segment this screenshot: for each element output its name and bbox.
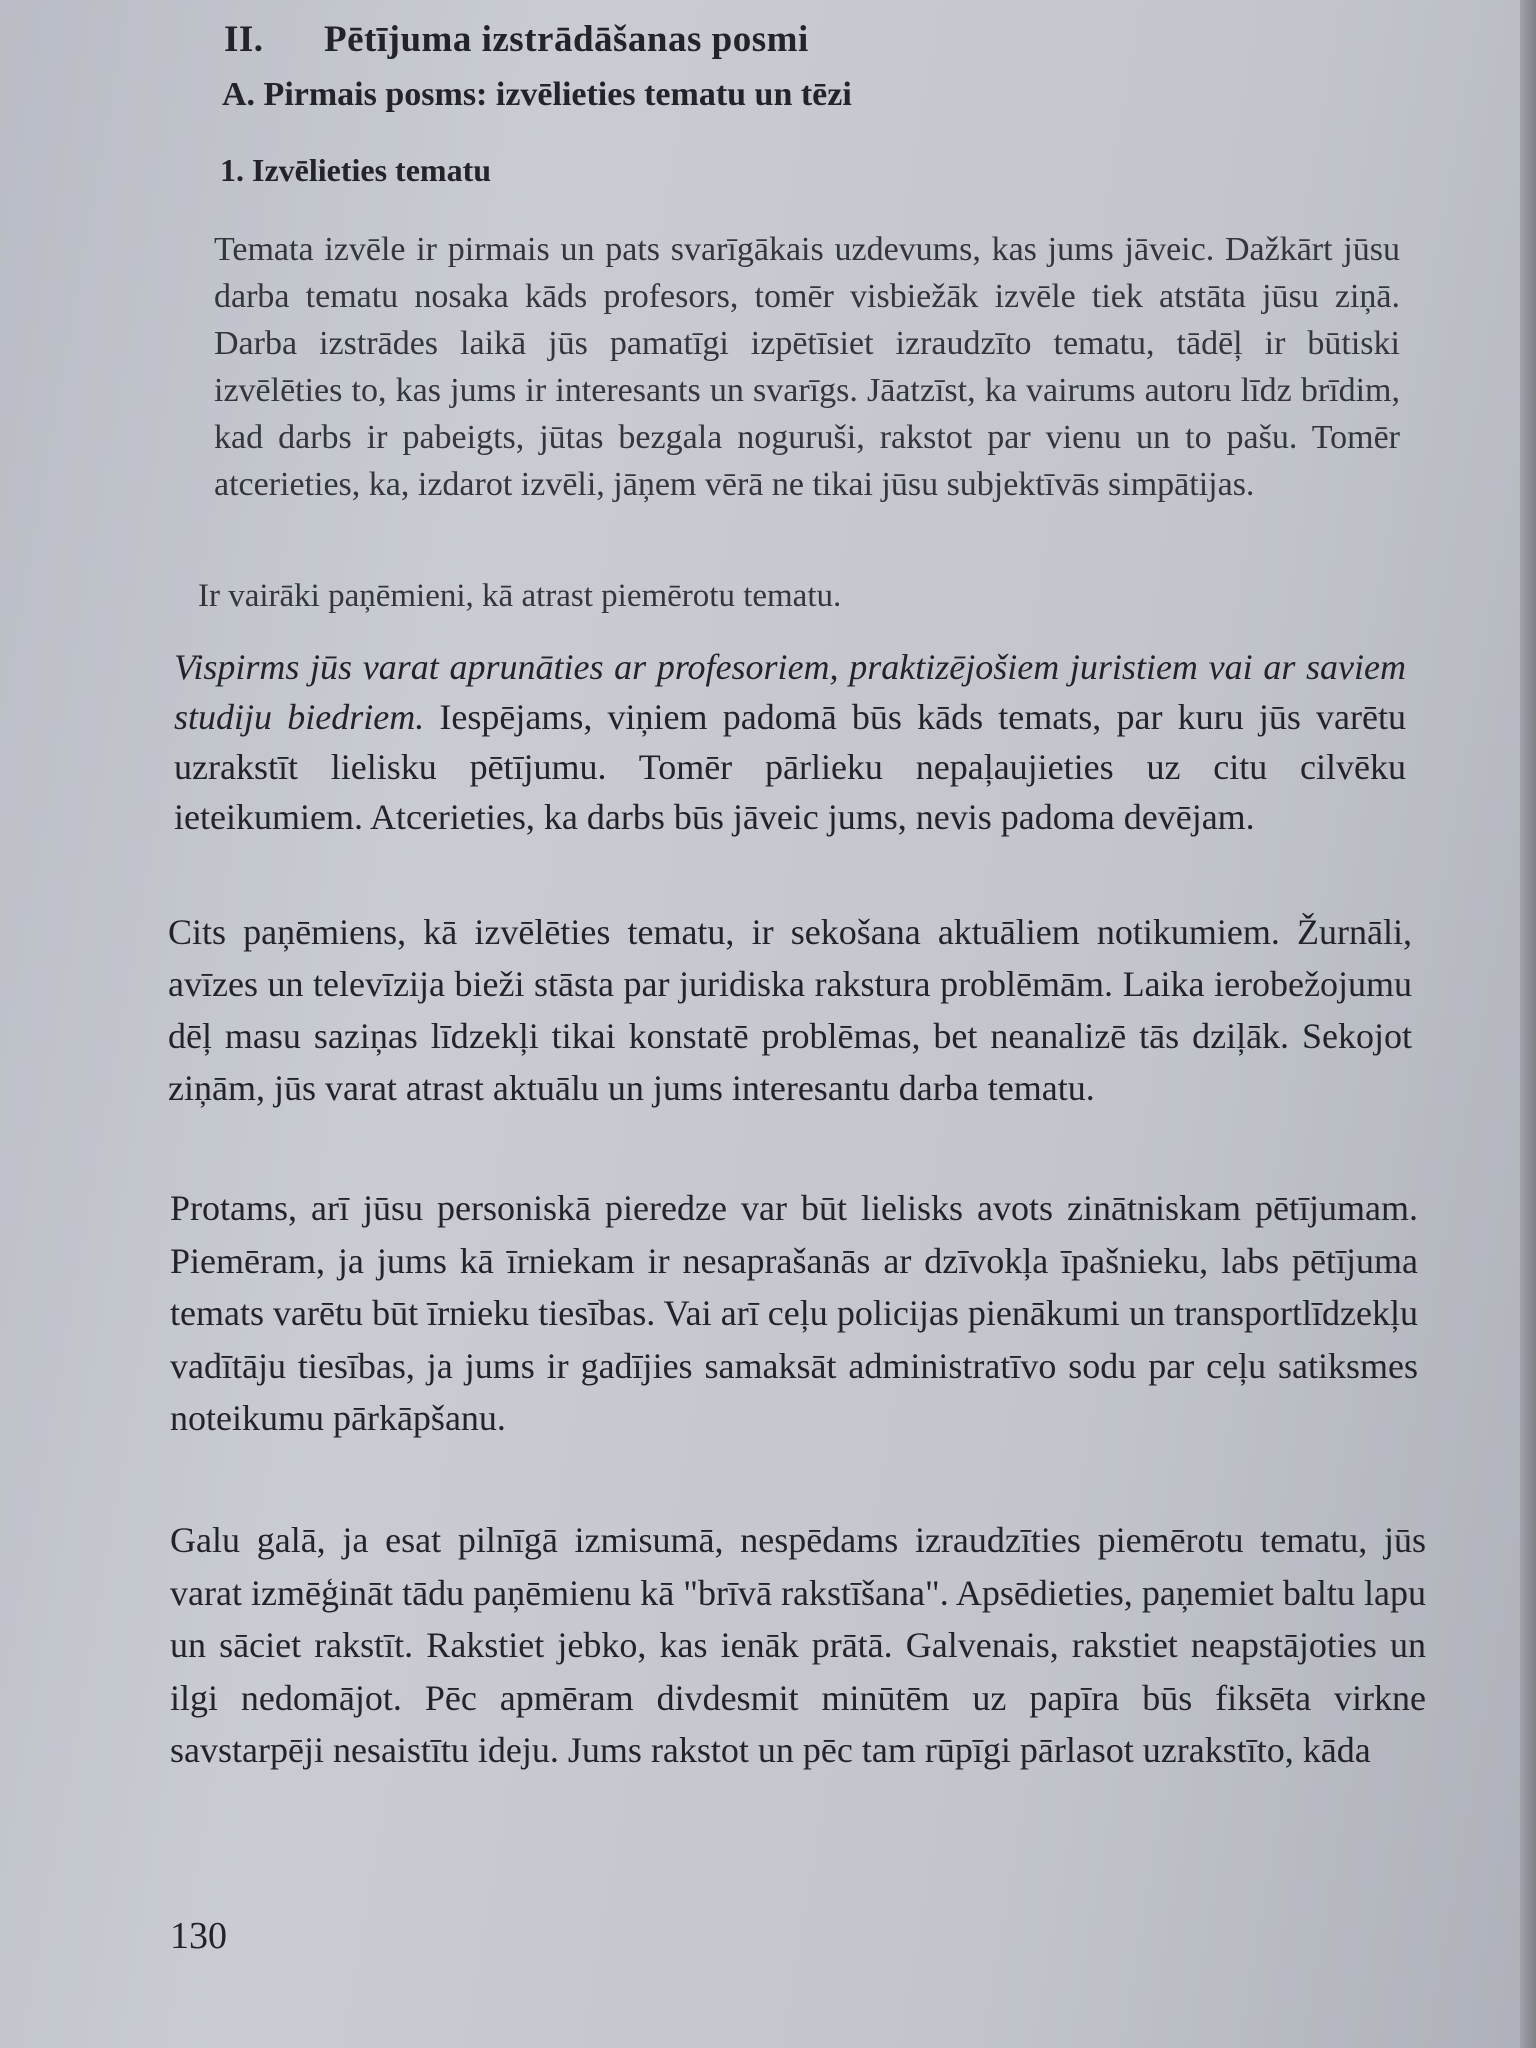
section-heading xyxy=(224,18,809,61)
paragraph-methods-intro: Ir vairāki paņēmieni, kā atrast piemērotu tematu. xyxy=(198,578,842,614)
page-edge xyxy=(1520,0,1536,2048)
section-title: Pētījuma izstrādāšanas posmi xyxy=(324,19,809,60)
paragraph-consult-others xyxy=(174,642,1406,842)
paragraph-topic-choice: Temata izvēle ir pirmais un pats svarīgākais uzdevums, kas jums jāveic. Dažkārt jūsu darba tematu nosaka kāds profesors, tomēr visbiežāk izvēle tiek atstāta jūsu ziņā. Darba izstrādes laikā jūs pamatīgi izpētīsiet izraudzīto tematu, tādēļ ir būtiski izvēlēties to, kas jums ir interesants un svarīgs. Jāatzīst, ka vairums autoru līdz brīdim, kad darbs ir pabeigts, jūtas bezgala noguruši, rakstot par vienu un to pašu. Tomēr atcerieties, ka, izdarot izvēli, jāņem vērā ne tikai jūsu subjektīvās simpātijas. xyxy=(214,231,1400,503)
paragraph-current-events: Cits paņēmiens, kā izvēlēties tematu, ir sekošana aktuāliem notikumiem. Žurnāli, avīzes un televīzija bieži stāsta par juridiska rakstura problēmām. Laika ierobežojumu dēļ masu saziņas līdzekļi tikai konstatē problēmas, bet neanalizē tās dziļāk. Sekojot ziņām, jūs varat atrast aktuālu un jums interesantu darba tematu. xyxy=(168,912,1412,1108)
paragraph-free-writing: Galu galā, ja esat pilnīgā izmisumā, nespēdams izraudzīties piemērotu tematu, jūs varat izmēģināt tādu paņēmienu kā "brīvā rakstīšana". Apsēdieties, paņemiet baltu lapu un sāciet rakstīt. Rakstiet jebko, kas ienāk prātā. Galvenais, rakstiet neapstājoties un ilgi nedomājot. Pēc apmēram divdesmit minūtēm uz papīra būs fiksēta virkne savstarpēji nesaistītu ideju. Jums rakstot un pēc tam rūpīgi pārlasot uzrakstīto, kāda xyxy=(170,1520,1426,1770)
subsection-heading: A. Pirmais posms: izvēlieties tematu un tēzi xyxy=(222,76,852,113)
subsubsection-heading: 1. Izvēlieties tematu xyxy=(220,152,492,188)
italic-lead: Vispirms jūs varat aprunāties ar profesoriem, praktizējošiem juristiem vai ar saviem studiju biedriem. xyxy=(174,647,1406,737)
section-number: II. xyxy=(224,19,264,60)
page-number: 130 xyxy=(170,1915,227,1957)
paragraph-rest: Iespējams, viņiem padomā būs kāds temats, par kuru jūs varētu uzrakstīt lielisku pētījumu. Tomēr pārlieku nepaļaujieties uz citu cilvēku ieteikumiem. Atcerieties, ka darbs būs jāveic jums, nevis padoma devējam. xyxy=(174,697,1406,837)
paragraph-personal-experience: Protams, arī jūsu personiskā pieredze var būt lielisks avots zinātniskam pētījumam. Piemēram, ja jums kā īrniekam ir nesaprašanās ar dzīvokļa īpašnieku, labs pētījuma temats varētu būt īrnieku tiesības. Vai arī ceļu policijas pienākumi un transportlīdzekļu vadītāju tiesības, ja jums ir gadījies samaksāt administratīvo sodu par ceļu satiksmes noteikumu pārkāpšanu. xyxy=(170,1188,1418,1438)
